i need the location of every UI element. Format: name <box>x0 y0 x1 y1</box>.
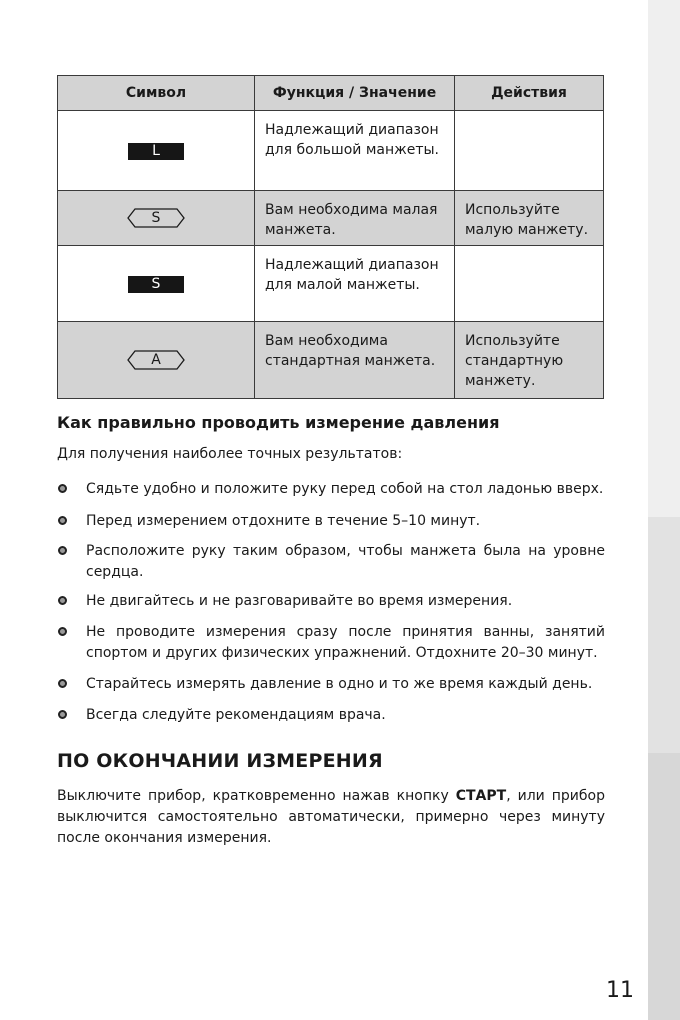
list-item <box>57 705 605 726</box>
symbol-cell <box>58 111 255 191</box>
bullet-circle-icon <box>58 679 67 688</box>
symbol-cell <box>58 191 255 246</box>
bullet-circle-icon <box>58 710 67 719</box>
tip-text: Перед измерением отдохните в течение 5–10 минут. <box>86 513 481 529</box>
action-cell <box>455 246 604 322</box>
action-cell: Используйте стандартную манжету. <box>455 322 604 399</box>
tip-text: Сядьте удобно и положите руку перед собой на стол ладонью вверх. <box>86 481 604 497</box>
section-intro: Для получения наиболее точных результатов: <box>57 446 403 462</box>
action-cell <box>455 111 604 191</box>
function-cell: Вам необходима стандартная манжета. <box>255 322 455 399</box>
symbol-large-range-icon: L <box>128 143 184 160</box>
bullet-circle-icon <box>58 596 67 605</box>
table-row <box>58 111 604 191</box>
symbol-letter: A <box>151 352 161 368</box>
edge-tab-lower <box>648 753 680 1020</box>
table-header-row <box>58 76 604 111</box>
symbol-cell <box>58 322 255 399</box>
table-row <box>58 246 604 322</box>
page-edge-strip <box>648 0 680 1020</box>
page-number: 11 <box>606 978 634 1003</box>
paragraph-text-start: Выключите прибор, кратковременно нажав кнопку <box>57 788 456 804</box>
header-actions: Действия <box>455 76 604 111</box>
list-item <box>57 479 605 500</box>
tip-text: Старайтесь измерять давление в одно и то же время каждый день. <box>86 676 593 692</box>
edge-tab-middle <box>648 517 680 753</box>
tip-text: Всегда следуйте рекомендациям врача. <box>86 707 386 723</box>
list-item <box>57 674 605 695</box>
after-measurement-paragraph <box>57 786 605 849</box>
tip-text: Не проводите измерения сразу после принятия ванны, занятий спортом и других физических упражнений. Отдохните 20–30 минут. <box>86 624 605 661</box>
bullet-circle-icon <box>58 484 67 493</box>
symbol-small-range-icon: S <box>128 276 184 293</box>
list-item <box>57 511 605 532</box>
bullet-circle-icon <box>58 546 67 555</box>
start-button-name: СТАРТ <box>455 788 507 804</box>
bullet-circle-icon <box>58 627 67 636</box>
function-cell: Вам необходима малая манжета. <box>255 191 455 246</box>
symbol-standard-cuff-needed-icon <box>127 350 185 370</box>
table-row <box>58 191 604 246</box>
list-item <box>57 591 605 612</box>
action-cell: Используйте малую манжету. <box>455 191 604 246</box>
section-heading-after-measurement: ПО ОКОНЧАНИИ ИЗМЕРЕНИЯ <box>57 750 383 772</box>
paragraph-text-end: , или прибор выключится самостоятельно автоматически, примерно через минуту после окончания измерения. <box>57 788 605 846</box>
tip-text: Не двигайтесь и не разговаривайте во время измерения. <box>86 593 513 609</box>
cuff-symbols-table <box>57 75 604 399</box>
section-heading-how-to-measure: Как правильно проводить измерение давления <box>57 413 500 432</box>
table-row <box>58 322 604 399</box>
function-cell: Надлежащий диапазон для большой манжеты. <box>255 111 455 191</box>
symbol-cell <box>58 246 255 322</box>
measurement-tips-list <box>57 479 605 726</box>
header-symbol: Символ <box>58 76 255 111</box>
symbol-small-cuff-needed-icon <box>127 208 185 228</box>
symbol-letter: S <box>151 210 161 226</box>
function-cell: Надлежащий диапазон для малой манжеты. <box>255 246 455 322</box>
header-function: Функция / Значение <box>255 76 455 111</box>
list-item <box>57 622 605 664</box>
tip-text: Расположите руку таким образом, чтобы манжета была на уровне сердца. <box>86 543 605 580</box>
list-item <box>57 541 605 583</box>
bullet-circle-icon <box>58 516 67 525</box>
